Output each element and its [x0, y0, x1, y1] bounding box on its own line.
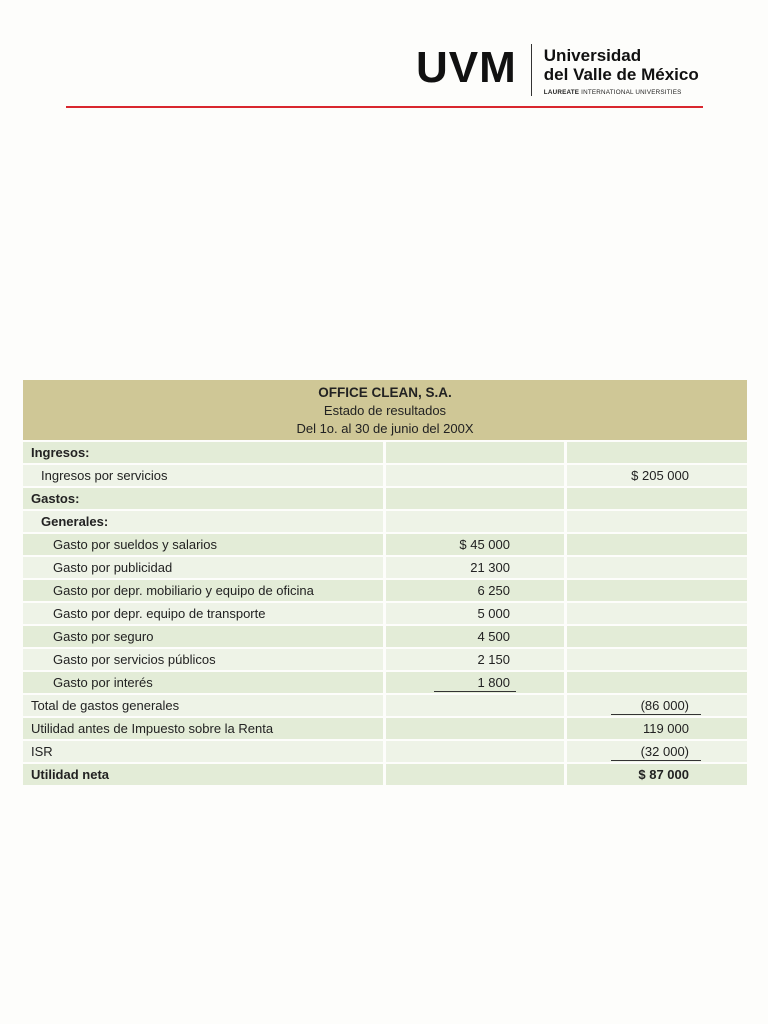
row-col3 [567, 557, 747, 578]
statement-title: Estado de resultados [323, 403, 447, 418]
income-statement-table [23, 380, 747, 785]
row-label: Generales: [23, 511, 383, 532]
table-row [23, 672, 747, 693]
row-col2 [386, 718, 564, 739]
row-label: Gasto por seguro [23, 626, 383, 647]
row-col2 [386, 649, 564, 670]
row-col3 [567, 741, 747, 762]
table-row [23, 626, 747, 647]
company-name: OFFICE CLEAN, S.A. [318, 385, 452, 400]
row-col3 [567, 764, 747, 785]
row-label: Gasto por depr. mobiliario y equipo de oficina [23, 580, 383, 601]
subtotal-underline [434, 691, 516, 692]
row-value: (32 000) [640, 744, 689, 759]
statement-period: Del 1o. al 30 de junio del 200X [296, 421, 474, 436]
row-col2 [386, 557, 564, 578]
row-col3 [567, 695, 747, 716]
row-value: $ 45 000 [459, 537, 510, 552]
logo-tagline-rest: INTERNATIONAL UNIVERSITIES [579, 89, 682, 96]
row-col2 [386, 672, 564, 693]
row-col3 [567, 580, 747, 601]
row-value: (86 000) [640, 698, 689, 713]
uvm-logo [416, 44, 716, 100]
row-value: 2 150 [477, 652, 510, 667]
statement-header [23, 380, 747, 440]
tax-underline [611, 760, 701, 761]
row-col3 [567, 672, 747, 693]
row-value: 1 800 [477, 675, 510, 690]
row-value: 5 000 [477, 606, 510, 621]
row-value: $ 87 000 [638, 767, 689, 782]
row-col2 [386, 534, 564, 555]
row-col2 [386, 626, 564, 647]
logo-line-1: Universidad [543, 46, 642, 65]
row-col3 [567, 511, 747, 532]
row-value: 4 500 [477, 629, 510, 644]
row-col3 [567, 718, 747, 739]
table-row [23, 695, 747, 716]
row-col3 [567, 649, 747, 670]
total-underline [611, 714, 701, 715]
row-label: Gasto por interés [23, 672, 383, 693]
row-label: Ingresos por servicios [23, 465, 383, 486]
row-col2 [386, 511, 564, 532]
table-row [23, 534, 747, 555]
table-row [23, 511, 747, 532]
logo-wordmark [544, 44, 699, 99]
table-row [23, 764, 747, 785]
row-label: Total de gastos generales [23, 695, 383, 716]
row-col2 [386, 580, 564, 601]
row-col3 [567, 442, 747, 463]
row-col3 [567, 465, 747, 486]
table-row [23, 649, 747, 670]
header-red-rule [66, 106, 703, 108]
row-col2 [386, 442, 564, 463]
row-col2 [386, 488, 564, 509]
row-label: Gasto por publicidad [23, 557, 383, 578]
row-label: Gasto por sueldos y salarios [23, 534, 383, 555]
logo-tagline [544, 87, 699, 99]
row-col3 [567, 534, 747, 555]
table-row [23, 442, 747, 463]
row-col2 [386, 764, 564, 785]
row-label: Gastos: [23, 488, 383, 509]
row-label: ISR [23, 741, 383, 762]
logo-tagline-bold: LAUREATE [543, 89, 580, 96]
table-row [23, 488, 747, 509]
row-col2 [386, 741, 564, 762]
row-col3 [567, 488, 747, 509]
table-row [23, 603, 747, 624]
logo-mark: UVM [416, 43, 517, 92]
logo-separator [531, 44, 532, 96]
row-label: Ingresos: [23, 442, 383, 463]
row-value: 119 000 [642, 721, 689, 736]
table-row [23, 718, 747, 739]
table-row [23, 557, 747, 578]
row-value: 21 300 [470, 560, 510, 575]
row-col2 [386, 695, 564, 716]
row-col2 [386, 465, 564, 486]
table-row [23, 741, 747, 762]
row-label: Utilidad antes de Impuesto sobre la Renta [23, 718, 383, 739]
row-label: Utilidad neta [23, 764, 383, 785]
row-value: $ 205 000 [631, 468, 689, 483]
table-row [23, 580, 747, 601]
logo-line-2: del Valle de México [543, 65, 699, 84]
row-label: Gasto por depr. equipo de transporte [23, 603, 383, 624]
row-value: 6 250 [477, 583, 510, 598]
row-col3 [567, 626, 747, 647]
row-label: Gasto por servicios públicos [23, 649, 383, 670]
table-row [23, 465, 747, 486]
row-col2 [386, 603, 564, 624]
row-col3 [567, 603, 747, 624]
